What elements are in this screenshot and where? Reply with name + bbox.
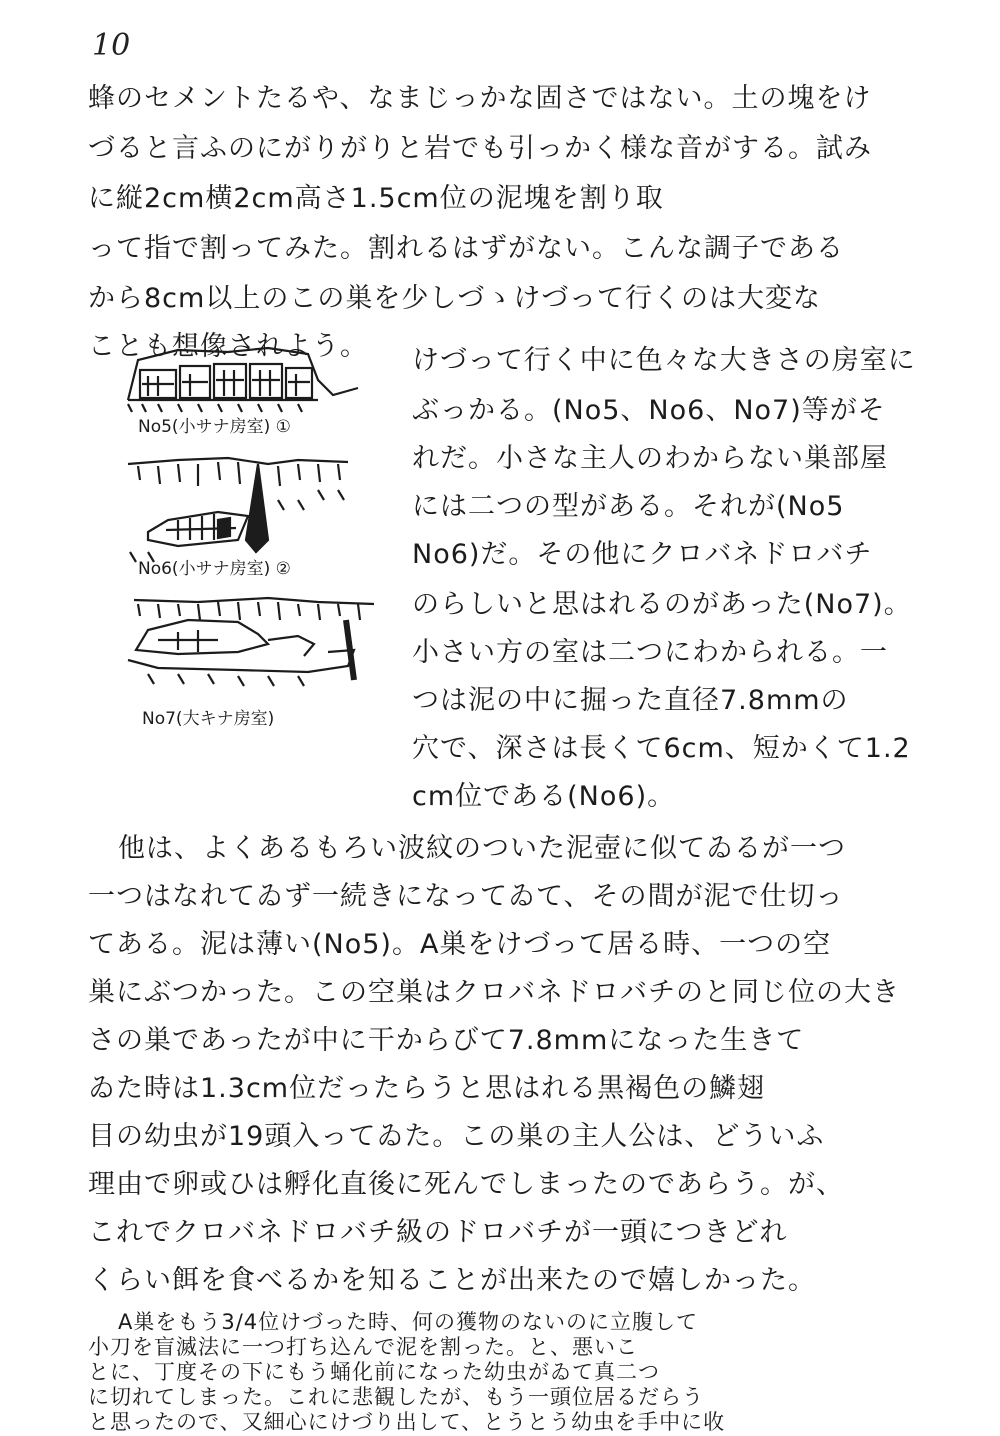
text-line: No6)だ。その他にクロバネドロバチ — [412, 539, 873, 570]
figure-caption-no6: No6(小サナ房室) ② — [138, 559, 291, 579]
figure-caption-no7: No7(大キナ房室) — [142, 709, 275, 729]
text-line: 理由で卵或ひは孵化直後に死んでしまったのであらう。が、 — [88, 1169, 844, 1200]
text-line: づると言ふのにがりがりと岩でも引っかく様な音がする。試み — [88, 133, 872, 164]
figure-caption-no5: No5(小サナ房室) ① — [138, 417, 291, 437]
page-number: 10 — [92, 28, 131, 63]
text-line: けづって行く中に色々な大きさの房室に — [412, 345, 916, 376]
text-line: と思ったので、又細心にけづり出して、とうとう幼虫を手中に收 — [88, 1410, 726, 1434]
text-line: 一つはなれてゐず一続きになってゐて、その間が泥で仕切っ — [88, 881, 844, 912]
text-line: くらい餌を食べるかを知ることが出来たので嬉しかった。 — [88, 1265, 816, 1296]
text-line: 他は、よくあるもろい波紋のついた泥壺に似てゐるが一つ — [118, 833, 846, 864]
text-line: ぶっかる。(No5、No6、No7)等がそ — [412, 395, 886, 426]
text-line: 穴で、深さは長くて6cm、短かくて1.2 — [412, 733, 911, 764]
text-line: さの巣であったが中に干からびて7.8mmになった生きて — [88, 1025, 805, 1056]
text-line: れだ。小さな主人のわからない巣部屋 — [412, 443, 888, 474]
text-line: に縦2cm横2cm高さ1.5cm位の泥塊を割り取 — [88, 183, 664, 214]
nest-cell-sketch-no5 — [128, 348, 358, 412]
text-line: 蜂のセメントたるや、なまじっかな固さではない。土の塊をけ — [88, 83, 872, 114]
text-line: これでクロバネドロバチ級のドロバチが一頭につきどれ — [88, 1217, 788, 1248]
text-line: のらしいと思はれるのがあった(No7)。 — [412, 589, 912, 620]
nest-sketch-figure — [118, 340, 398, 740]
text-line: には二つの型がある。それが(No5 — [412, 491, 845, 522]
nest-sketch — [118, 340, 398, 740]
text-line: A巣をもう3/4位けづった時、何の獲物のないのに立腹して — [118, 1310, 698, 1334]
text-line: に切れてしまった。これに悲観したが、もう一頭位居るだらう — [88, 1385, 704, 1409]
nest-cell-sketch-no6 — [128, 458, 348, 562]
text-line: 小さい方の室は二つにわかられる。一 — [412, 637, 888, 668]
text-line: とに、丁度その下にもう蛹化前になった幼虫がゐて真二つ — [88, 1360, 660, 1384]
text-line: つは泥の中に掘った直径7.8mmの — [412, 685, 849, 716]
text-line: って指で割ってみた。割れるはずがない。こんな調子である — [88, 233, 844, 264]
text-line: 小刀を盲滅法に一つ打ち込んで泥を割った。と、悪いこ — [88, 1335, 638, 1359]
text-line: cm位である(No6)。 — [412, 781, 676, 812]
text-line: から8cm以上のこの巣を少しづゝけづって行くのは大変な — [88, 283, 822, 314]
text-line: ゐた時は1.3cm位だったらうと思はれる黒褐色の鱗翅 — [88, 1073, 766, 1104]
text-line: 目の幼虫が19頭入ってゐた。この巣の主人公は、どういふ — [88, 1121, 825, 1152]
nest-cell-sketch-no7 — [128, 598, 374, 686]
text-line: てある。泥は薄い(No5)。A巣をけづって居る時、一つの空 — [88, 929, 832, 960]
text-line: ことも想像されよう。 — [88, 331, 368, 362]
text-line: 巣にぶつかった。この空巣はクロバネドロバチのと同じ位の大き — [88, 977, 900, 1008]
